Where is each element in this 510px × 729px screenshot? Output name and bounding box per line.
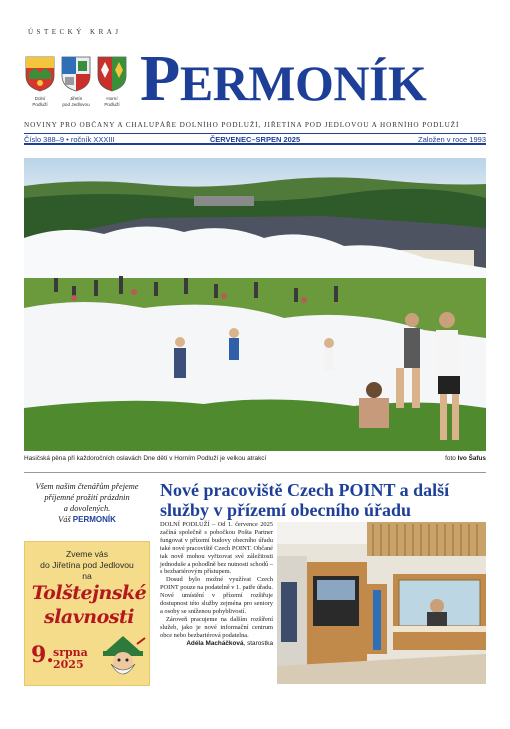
article-paragraph: Dosud bylo možné využívat Czech POINT pouze na podatelně v 1. patře úřadu. Nové umístění v přízemí rozšiřuje dostupnost této služby zejména pro seniory a osoby se sníženou pohyblivostí. bbox=[160, 576, 273, 615]
newspaper-subtitle: NOVINY PRO OBČANY A CHALUPÁŘE DOLNÍHO PODLUŽÍ, JIŘETÍNA POD JEDLOVOU A HORNÍHO PODLUŽÍ bbox=[24, 121, 460, 129]
ad-place-line: do Jiřetína pod Jedlovou bbox=[40, 560, 134, 570]
lead-headline[interactable]: Nové pracoviště Czech POINT a další služby v přízemí obecního úřadu bbox=[160, 480, 450, 520]
dwarf-mascot-icon bbox=[99, 634, 147, 684]
article-author: Adéla Macháčková, starostka bbox=[186, 639, 273, 647]
ad-month: srpna bbox=[53, 646, 88, 659]
greeting-brand: PERMONÍK bbox=[72, 515, 116, 524]
caption-text: Hasičská pěna při každoročních oslavách Dne dětí v Horním Podluží je velkou atrakcí bbox=[24, 455, 267, 462]
section-divider bbox=[24, 472, 486, 473]
municipality-crests bbox=[24, 56, 128, 107]
lead-article-body bbox=[160, 521, 273, 648]
crest-jiretin: Jiřetín pod Jedlovou bbox=[60, 56, 92, 107]
festival-advert[interactable] bbox=[24, 541, 150, 686]
ad-year: 2025 bbox=[53, 658, 84, 671]
ad-festival-name-2: slavnosti bbox=[44, 606, 134, 628]
crest-horni-podluzi-icon bbox=[97, 56, 127, 92]
region-label: ÚSTECKÝ KRAJ bbox=[28, 28, 122, 36]
ad-day: 9. bbox=[31, 642, 54, 668]
article-paragraph: DOLNÍ PODLUŽÍ – Od 1. července 2025 začíná společně s pobočkou Pošta Partner fungovat v přízemí budovy obecního úřadu také nové pracoviště Czech POINT. Občané tak nově mohou vyřizovat své záležitosti jednoduše a pohodlně bez nutnosti schodů – s bezbariérovým přístupem. bbox=[160, 521, 273, 576]
issue-period: ČERVENEC–SRPEN 2025 bbox=[209, 135, 301, 144]
crest-horni-podluzi: Horní Podluží bbox=[96, 56, 128, 107]
masthead-title: PERMONÍK bbox=[140, 42, 427, 115]
issue-number: Číslo 388–9 • ročník XXXIII bbox=[24, 135, 115, 144]
ad-invite-line: Zveme vás bbox=[65, 549, 109, 559]
photo-caption bbox=[24, 455, 486, 462]
crest-dolni-podluzi-icon bbox=[25, 56, 55, 92]
photo-credit: foto Ivo Šafus bbox=[445, 455, 486, 462]
crest-dolni-podluzi: Dolní Podluží bbox=[24, 56, 56, 107]
foam-party-photo bbox=[24, 158, 486, 451]
holiday-greeting: Všem našim čtenářům přejeme příjemné prožití prázdnin a dovolených. Váš PERMONÍK bbox=[35, 482, 139, 524]
office-interior-image bbox=[277, 522, 486, 684]
ad-festival-name-1: Tolštejnské bbox=[31, 582, 147, 604]
ad-na-line: na bbox=[82, 571, 92, 581]
issue-bar bbox=[24, 133, 486, 145]
cover-photo bbox=[24, 158, 486, 451]
office-interior-photo bbox=[277, 522, 486, 684]
article-paragraph: Zároveň pracujeme na dalším rozšíření služeb, jako je nové informační centrum obce nebo bezbariérová podatelna. bbox=[160, 615, 273, 639]
founded-note: Založen v roce 1993 bbox=[418, 135, 486, 144]
crest-jiretin-icon bbox=[61, 56, 91, 92]
